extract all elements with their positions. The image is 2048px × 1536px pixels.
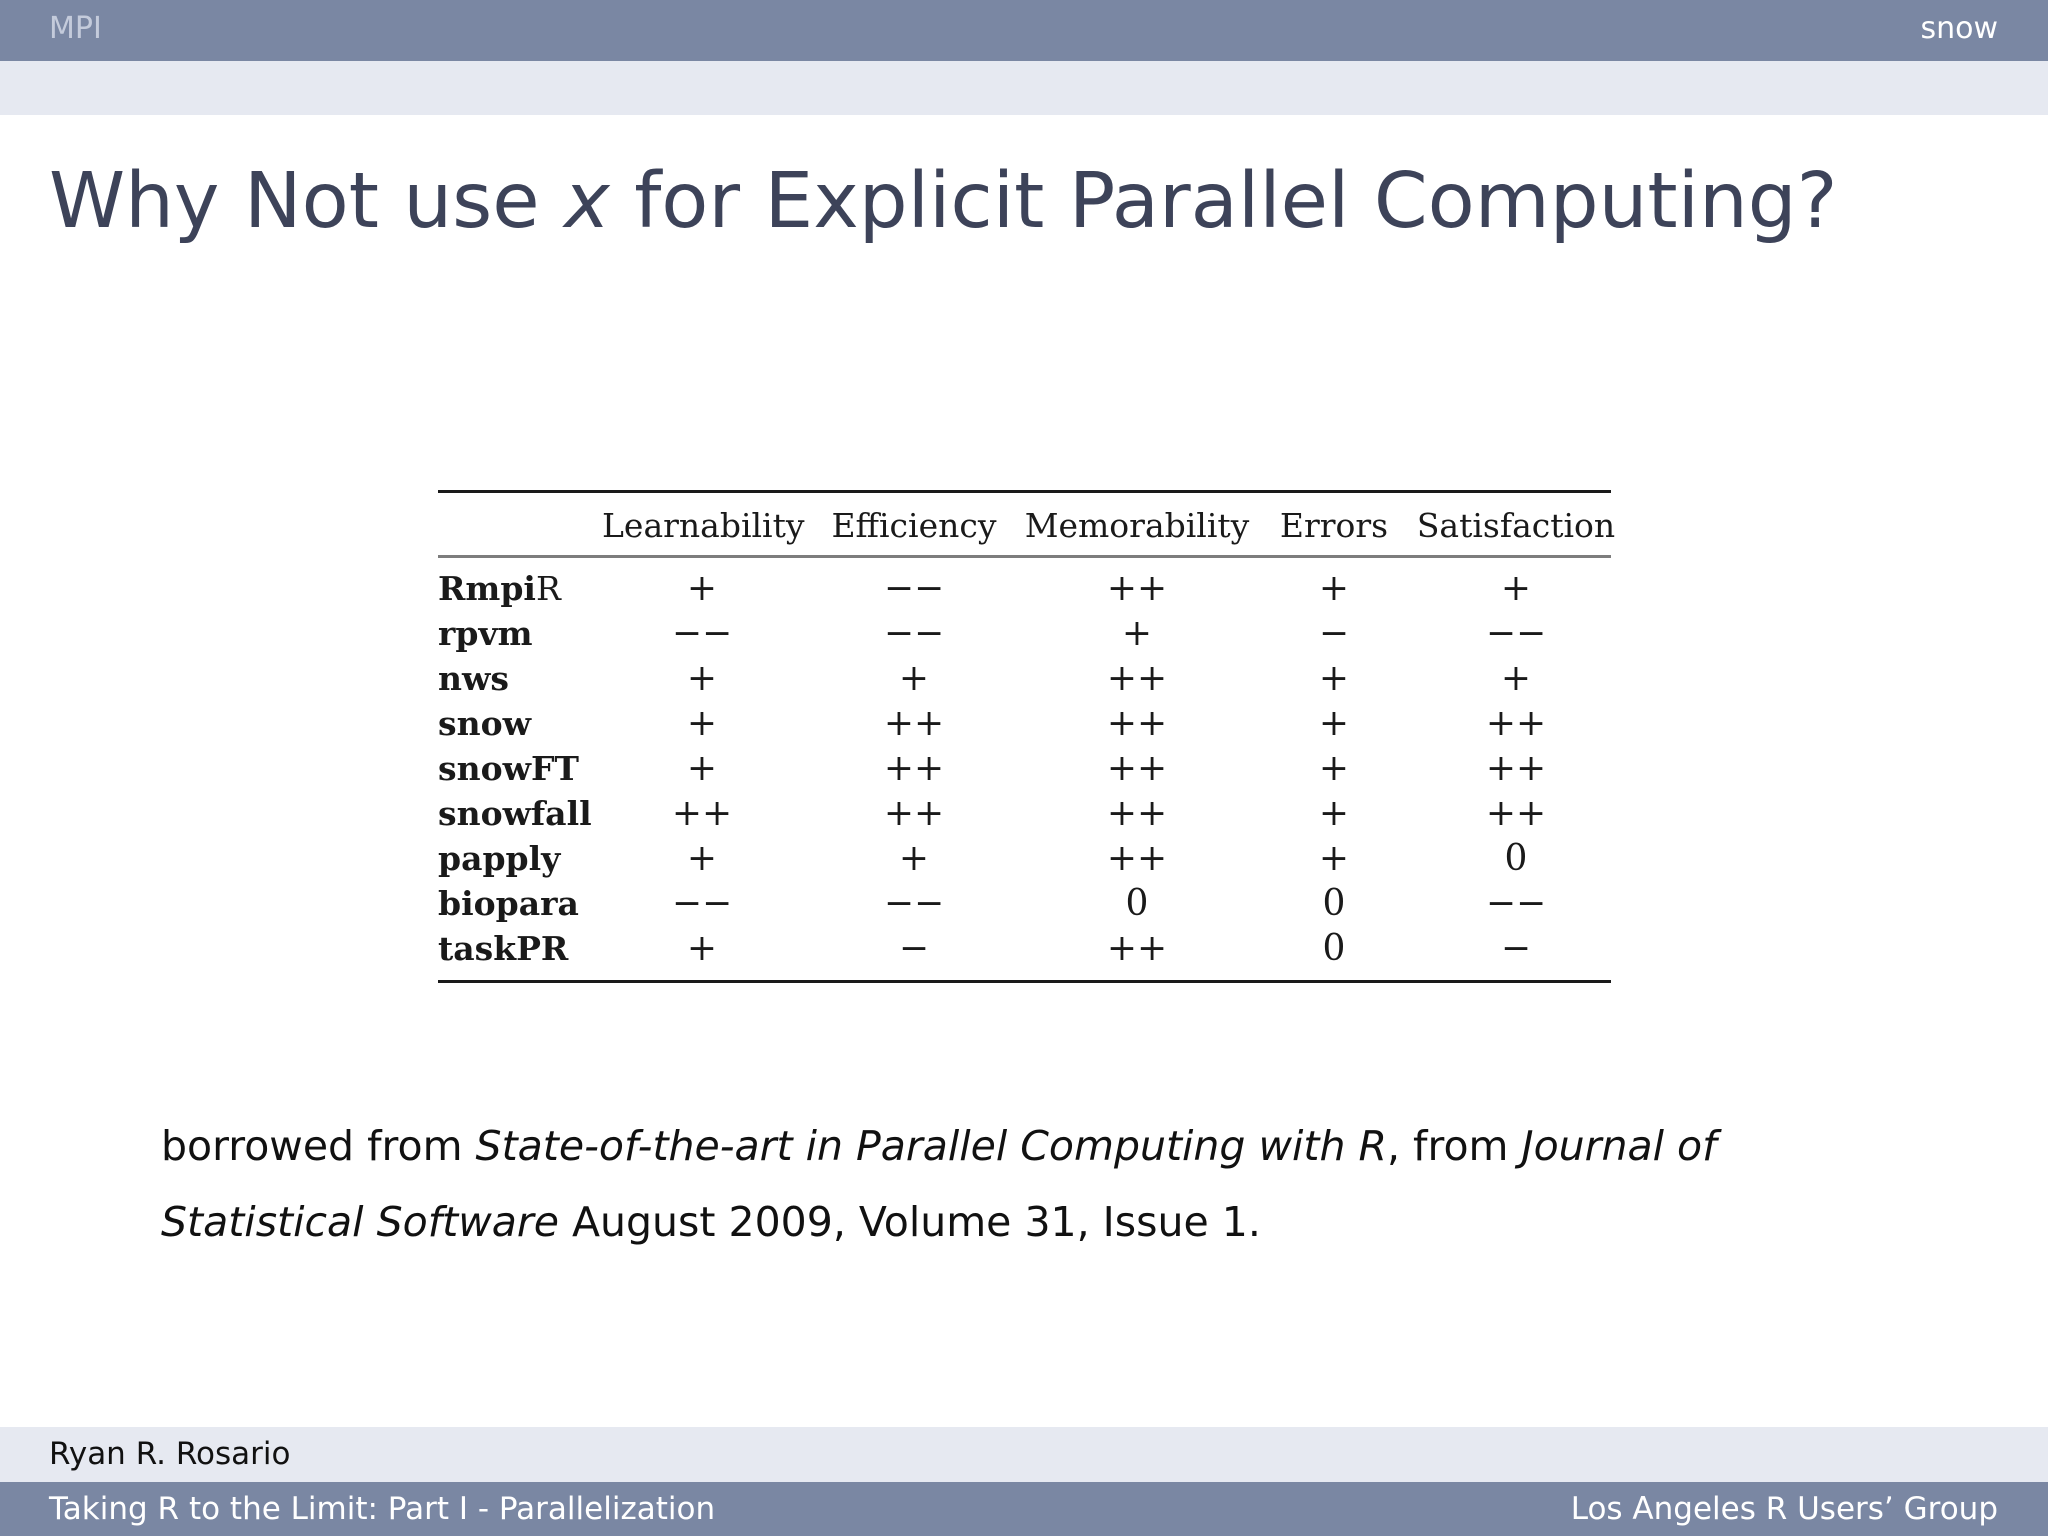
row-label-snowfall <box>438 792 592 836</box>
row-label-snow <box>438 702 531 746</box>
row-label-bold-part: Rmpi <box>438 569 536 608</box>
column-header-efficiency: Efficiency <box>831 506 997 545</box>
table-cell: ++ <box>1106 658 1168 699</box>
table-cell: + <box>1318 658 1350 699</box>
table-cell: + <box>1318 838 1350 879</box>
table-cell: −− <box>883 568 945 609</box>
table-cell: − <box>898 928 930 969</box>
subsection-nav-snow[interactable]: snow <box>1920 11 1998 46</box>
citation-article-title: State-of-the-art in Parallel Computing with R <box>475 1122 1387 1170</box>
table-cell: + <box>1121 613 1153 654</box>
table-cell: + <box>686 928 718 969</box>
footer-group-name: Los Angeles R Users’ Group <box>1570 1491 1998 1527</box>
table-cell: + <box>686 748 718 789</box>
row-label-rpvm <box>438 612 533 656</box>
footer-talk-title: Taking R to the Limit: Part I - Parallelization <box>49 1491 716 1527</box>
table-cell: ++ <box>671 793 733 834</box>
table-cell: + <box>686 658 718 699</box>
table-cell: −− <box>1485 883 1547 924</box>
table-cell: + <box>1318 748 1350 789</box>
column-header-memorability: Memorability <box>1024 506 1250 545</box>
title-text-after: for Explicit Parallel Computing? <box>609 157 1838 246</box>
citation-text <box>161 1108 1761 1260</box>
table-cell: ++ <box>883 748 945 789</box>
row-label-bold-part: papply <box>438 839 561 878</box>
citation-suffix: August 2009, Volume 31, Issue 1. <box>558 1198 1261 1246</box>
table-top-rule <box>438 490 1611 493</box>
row-label-bold-part: nws <box>438 659 509 698</box>
table-cell: 0 <box>1125 883 1149 924</box>
table-cell: + <box>898 658 930 699</box>
row-label-bold-part: snowfall <box>438 794 592 833</box>
table-cell: ++ <box>1485 793 1547 834</box>
table-bottom-rule <box>438 980 1611 983</box>
table-cell: + <box>686 568 718 609</box>
table-cell: + <box>686 703 718 744</box>
table-cell: ++ <box>1485 748 1547 789</box>
table-cell: −− <box>883 613 945 654</box>
footer-author-bar <box>0 1427 2048 1482</box>
citation-mid: , from <box>1386 1122 1522 1170</box>
table-header-rule <box>438 555 1611 558</box>
row-label-bold-part: snowFT <box>438 749 579 788</box>
title-text-before: Why Not use <box>49 157 565 246</box>
footer-author: Ryan R. Rosario <box>49 1436 291 1472</box>
table-cell: + <box>1500 658 1532 699</box>
table-cell: 0 <box>1322 883 1346 924</box>
table-cell: ++ <box>1106 568 1168 609</box>
table-cell: + <box>686 838 718 879</box>
table-cell: 0 <box>1504 838 1528 879</box>
table-cell: ++ <box>1106 928 1168 969</box>
table-cell: + <box>1318 793 1350 834</box>
table-cell: + <box>1318 703 1350 744</box>
title-variable: x <box>564 157 610 246</box>
table-cell: ++ <box>1106 793 1168 834</box>
column-header-learnability: Learnability <box>602 506 805 545</box>
column-header-errors: Errors <box>1279 506 1389 545</box>
column-header-satisfaction: Satisfaction <box>1416 506 1616 545</box>
table-cell: −− <box>883 883 945 924</box>
row-label-bold-part: taskPR <box>438 929 569 968</box>
table-cell: + <box>1318 568 1350 609</box>
citation-journal: Journal of Statistical Software <box>161 1122 1717 1246</box>
table-cell: ++ <box>883 703 945 744</box>
row-label-rmpir <box>438 567 561 611</box>
row-label-bold-part: rpvm <box>438 614 533 653</box>
section-nav-mpi[interactable]: MPI <box>49 11 102 46</box>
table-cell: − <box>1500 928 1532 969</box>
row-label-bold-part: biopara <box>438 884 579 923</box>
row-label-bold-part: snow <box>438 704 531 743</box>
header-sub-bar <box>0 61 2048 115</box>
table-cell: ++ <box>883 793 945 834</box>
table-cell: −− <box>1485 613 1547 654</box>
table-cell: ++ <box>1106 703 1168 744</box>
row-label-biopara <box>438 882 579 926</box>
row-label-snowft <box>438 747 579 791</box>
row-label-taskpr <box>438 927 568 971</box>
table-cell: −− <box>671 883 733 924</box>
table-cell: ++ <box>1106 748 1168 789</box>
slide-title <box>49 152 1838 252</box>
table-cell: ++ <box>1485 703 1547 744</box>
citation-prefix: borrowed from <box>161 1122 476 1170</box>
table-cell: −− <box>671 613 733 654</box>
table-cell: + <box>1500 568 1532 609</box>
table-cell: − <box>1318 613 1350 654</box>
row-label-nws <box>438 657 509 701</box>
table-cell: 0 <box>1322 928 1346 969</box>
header-bar <box>0 0 2048 61</box>
row-label-plain-part: R <box>535 569 561 608</box>
table-cell: + <box>898 838 930 879</box>
row-label-papply <box>438 837 560 881</box>
table-cell: ++ <box>1106 838 1168 879</box>
